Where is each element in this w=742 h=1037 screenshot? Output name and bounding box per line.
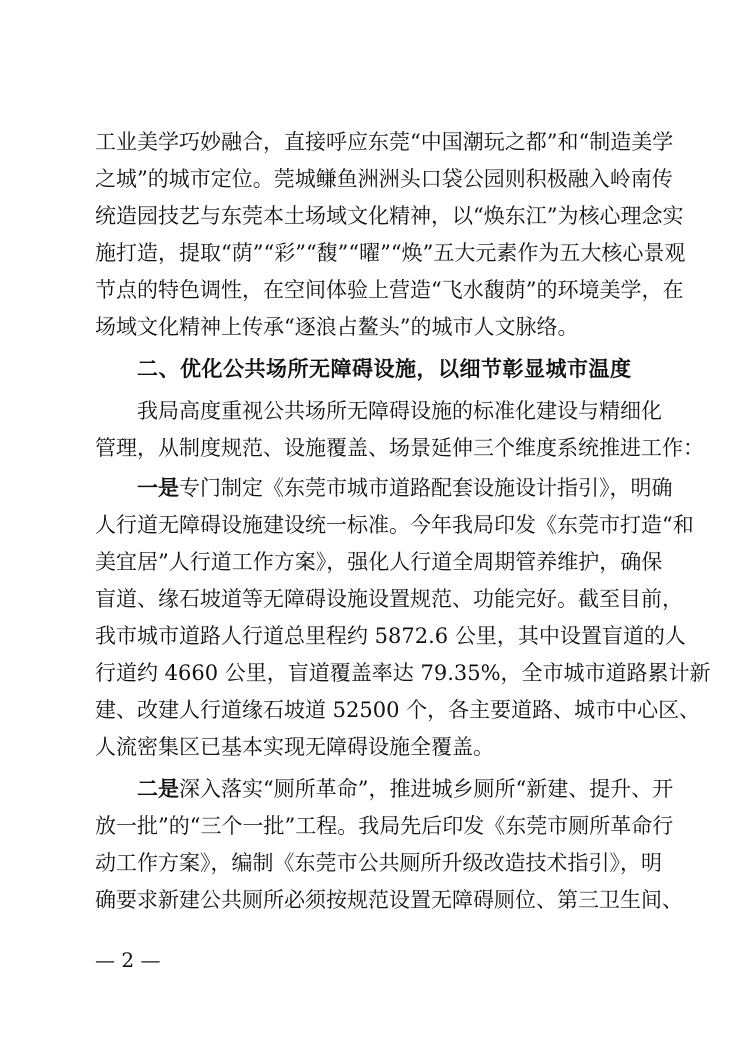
page-number: — 2 —	[95, 948, 161, 972]
body-line: 动工作方案》，编制《东莞市公共厕所升级改造技术指引》，明	[95, 851, 662, 875]
section-heading: 二、优化公共场所无障碍设施，以细节彰显城市温度	[137, 357, 632, 381]
paragraph-one-first-line	[137, 470, 673, 507]
paragraph-one-text: 专门制定《东莞市城市道路配套设施设计指引》，明确	[179, 476, 673, 500]
body-line: 节点的特色调性，在空间体验上营造“飞水馥荫”的环境美学，在	[95, 278, 684, 302]
paragraph-one-lead: 一是	[137, 476, 179, 500]
intro-line: 管理，从制度规范、设施覆盖、场景延伸三个维度系统推进工作：	[95, 436, 704, 460]
body-line: 施打造，提取“荫”“彩”“馥”“曜”“焕”五大元素作为五大核心景观	[95, 241, 686, 265]
body-line: 盲道、缘石坡道等无障碍设施设置规范、功能完好。截至目前，	[95, 587, 683, 611]
body-line: 放一批”的“三个一批”工程。我局先后印发《东莞市厕所革命行	[95, 814, 674, 838]
body-line: 美宜居”人行道工作方案》，强化人行道全周期管养维护，确保	[95, 550, 663, 574]
body-line: 之城”的城市定位。莞城鳒鱼洲洲头口袋公园则积极融入岭南传	[95, 167, 673, 191]
body-line: 场域文化精神上传承“逐浪占鳌头”的城市人文脉络。	[95, 315, 579, 339]
paragraph-two-first-line	[137, 771, 674, 808]
body-line: 工业美学巧妙融合，直接呼应东莞“中国潮玩之都”和“制造美学	[95, 130, 674, 154]
body-line: 建、改建人行道缘石坡道 52500 个，各主要道路、城市中心区、	[95, 698, 701, 722]
paragraph-two-lead: 二是	[137, 777, 179, 801]
body-line: 确要求新建公共厕所必须按规范设置无障碍厕位、第三卫生间、	[95, 888, 683, 912]
intro-line: 我局高度重视公共场所无障碍设施的标准化建设与精细化	[137, 399, 662, 423]
body-line: 统造园技艺与东莞本土场域文化精神，以“焕东江”为核心理念实	[95, 204, 684, 228]
paragraph-two-text: 深入落实“厕所革命”，推进城乡厕所“新建、提升、开	[179, 777, 674, 801]
body-line: 人行道无障碍设施建设统一标准。今年我局印发《东莞市打造“和	[95, 513, 694, 537]
body-line: 人流密集区已基本实现无障碍设施全覆盖。	[95, 735, 494, 759]
body-line: 我市城市道路人行道总里程约 5872.6 公里，其中设置盲道的人	[95, 624, 686, 648]
body-line: 行道约 4660 公里，盲道覆盖率达 79.35%，全市城市道路累计新	[95, 661, 711, 685]
